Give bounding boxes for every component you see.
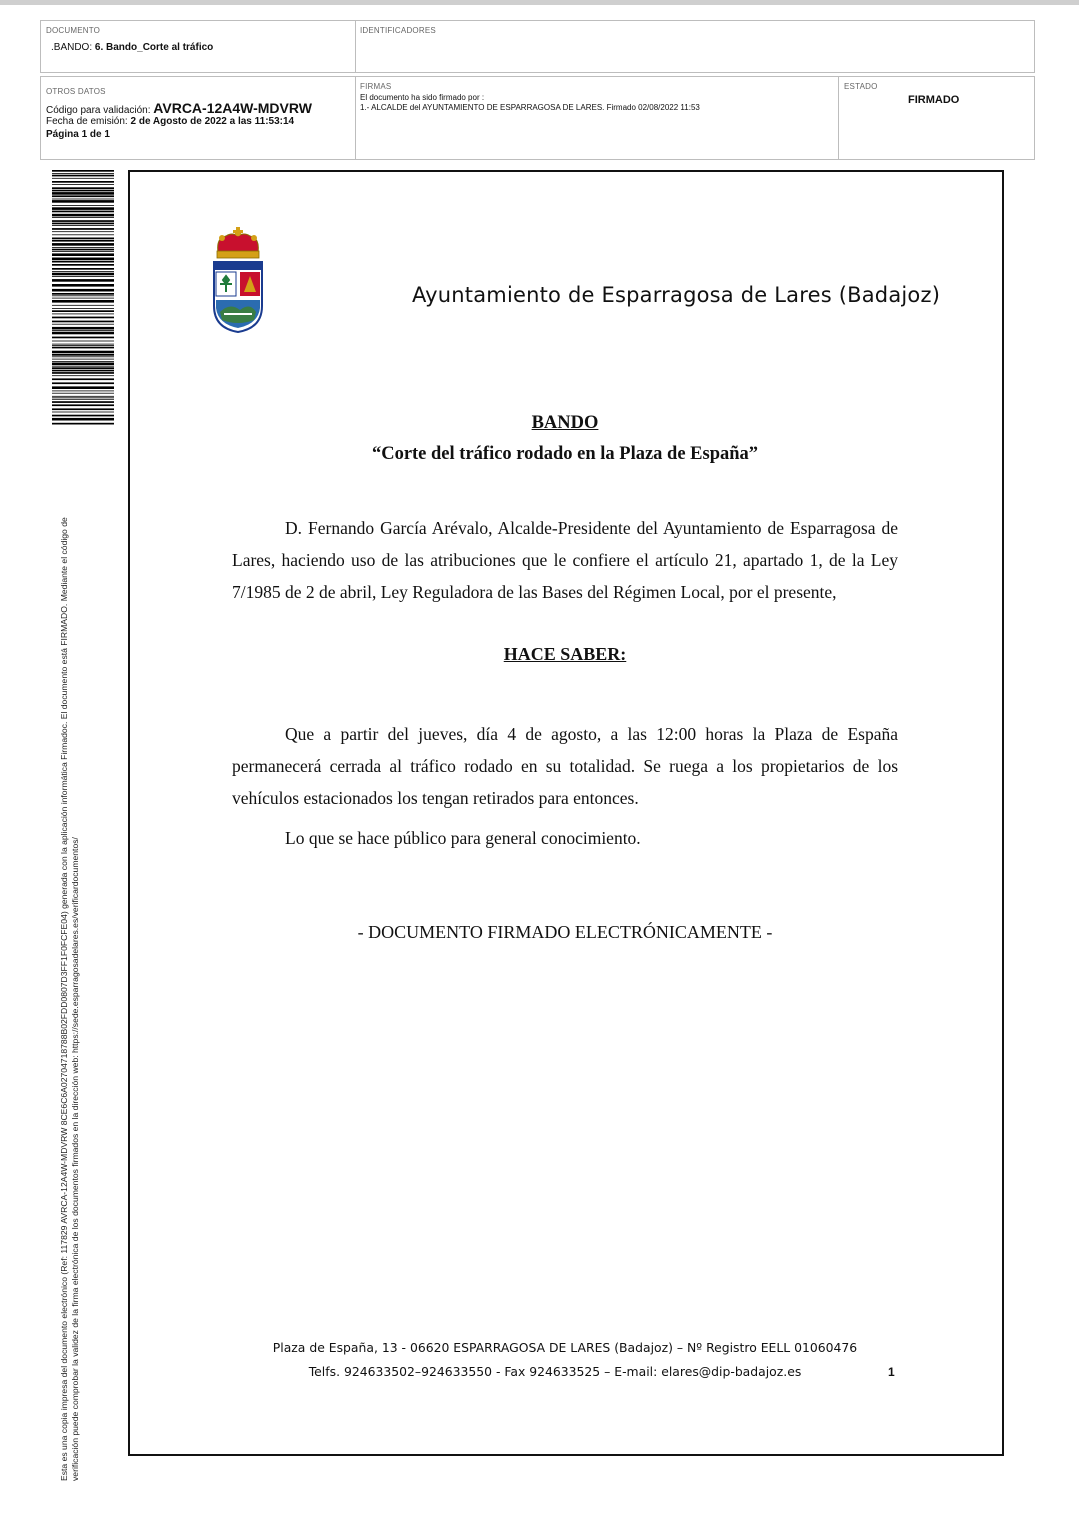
codigo-value: AVRCA-12A4W-MDVRW [153,100,312,116]
header-firmas-cell [355,76,839,160]
paragraph-closing: Lo que se hace público para general conocimiento. [285,828,641,848]
codigo-label: Código para validación: [46,105,154,116]
pagina-indicator: Página 1 de 1 [46,129,110,140]
otros-datos-label: OTROS DATOS [46,87,106,96]
footer-contact: Telfs. 924633502–924633550 - Fax 924633525 – E-mail: elares@dip-badajoz.es [308,1364,802,1379]
paragraph-alcalde: D. Fernando García Arévalo, Alcalde-Presidente del Ayuntamiento de Esparragosa de Lares, haciendo uso de las atribuciones que le confiere el artículo 21, apartado 1, de la Ley 7/1985 de 2 de abril, Ley Reguladora de las Bases del Régimen Local, por el presente, [232,518,898,602]
header-estado-cell [838,76,1035,160]
identificadores-label: IDENTIFICADORES [360,26,436,35]
header-identificadores-cell [355,20,1035,73]
estado-label: ESTADO [844,82,878,91]
estado-value: FIRMADO [908,94,960,106]
page-number: 1 [888,1365,895,1379]
header-documento-cell [40,20,356,73]
side-validation-text-line2: verificación puede comprobar la validez de la firma electrónica de los documentos firmados en la dirección web: https://sede.esparragosadelares.es/verificardocumentos/ [70,837,80,1481]
municipal-coat-of-arms-icon [210,224,266,334]
documento-value [51,42,213,53]
codigo-validacion [46,100,312,116]
footer-address: Plaza de España, 13 - 06620 ESPARRAGOSA DE LARES (Badajoz) – Nº Registro EELL 01060476 [272,1340,858,1355]
organization-title: Ayuntamiento de Esparragosa de Lares (Badajoz) [412,283,941,307]
firmas-label: FIRMAS [360,82,392,91]
fecha-label: Fecha de emisión: [46,116,131,127]
documento-title: 6. Bando_Corte al tráfico [94,42,214,53]
documento-label: DOCUMENTO [46,26,101,35]
fecha-value: 2 de Agosto de 2022 a las 11:53:14 [130,116,295,127]
bando-heading: BANDO [531,413,599,433]
paragraph-notice: Que a partir del jueves, día 4 de agosto, a las 12:00 horas la Plaza de España permanecerá cerrada al tráfico rodado en su totalidad. Se ruega a los propietarios de los vehículos estacionados los tengan retirados para entonces. [232,724,898,808]
hace-saber-heading: HACE SABER: [503,644,627,664]
fecha-emision [46,116,294,127]
firmas-line1: El documento ha sido firmado por : [360,93,485,102]
side-validation-text-line1: Esta es una copia impresa del documento electrónico (Ref: 117829 AVRCA-12A4W-MDVRW 8CE6C6A02704718788B02FDD0807D3FF1F0FCFE04) generada con la aplicación informática Firmadoc. El documento está FIRMADO. Mediante el código de [59,517,69,1481]
signed-electronically-note: - DOCUMENTO FIRMADO ELECTRÓNICAMENTE - [357,922,773,942]
top-border [0,0,1079,5]
header-otros-datos-cell [40,76,356,160]
bando-subtitle: “Corte del tráfico rodado en la Plaza de España” [371,444,759,464]
documento-prefix: .BANDO: [51,42,95,53]
firmas-line2: 1.- ALCALDE del AYUNTAMIENTO DE ESPARRAGOSA DE LARES. Firmado 02/08/2022 11:53 [360,103,700,112]
barcode-icon [52,170,114,426]
